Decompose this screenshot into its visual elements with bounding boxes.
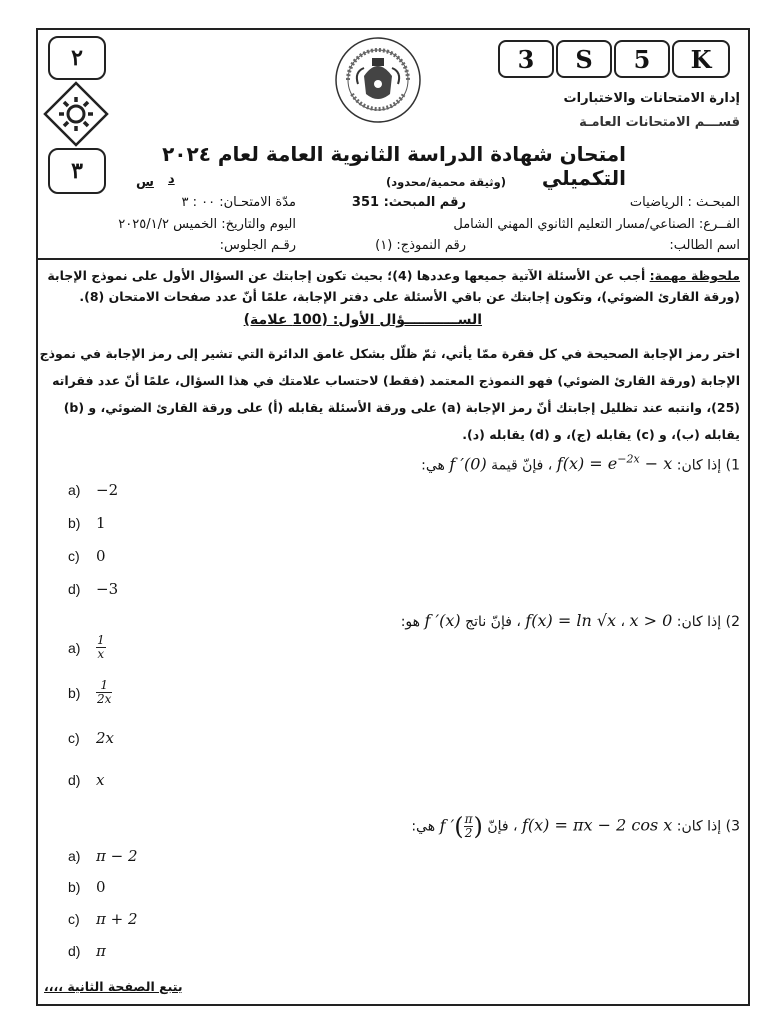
- item-2-number: 2): [725, 614, 740, 630]
- ministry-emblem-icon: [334, 34, 422, 126]
- important-note: [28, 265, 740, 307]
- note-line-1: أجب عن الأسئلة الآتية جميعها وعددها (4)؛ بحيث تكون إجابتك عن السؤال الأول على نموذج الإجابة: [47, 268, 646, 283]
- item-3-option-b: b) 0: [68, 878, 106, 896]
- item-1-stem: [240, 453, 740, 473]
- ministry-section: قســـم الامتحانات العامـة: [579, 115, 740, 130]
- item-1-target: f ′(0): [449, 454, 487, 474]
- header-separator: [36, 258, 750, 260]
- item-3-stem: [220, 812, 740, 840]
- item-1-function: $f(x) = e^{-2x} - x$: [556, 453, 673, 474]
- item-1-option-a: a) −2: [68, 481, 119, 499]
- exam-title: امتحان شهادة الدراسة الثانوية العامة لعام ٢٠٢٤ التكميلي: [162, 142, 626, 190]
- item-3-lead: إذا كان:: [676, 818, 722, 835]
- note-line-2: (ورقة القارئ الضوئي)، وتكون إجابتك عن باقي الأسئلة على دفتر الإجابة، علمًا أنّ عدد صفحات الامتحان (8).: [79, 289, 740, 304]
- item-2-connector: ، فإنّ ناتج: [465, 614, 521, 630]
- seat-number-label: رقـم الجلوس:: [219, 238, 296, 253]
- exam-duration: مدّة الامتحـان: ٠٠ : ٣: [181, 195, 296, 210]
- branch-label: الفــرع: الصناعي/مسار التعليم الثانوي المهني الشامل: [453, 217, 740, 232]
- instruction-line-2: الإجابة (ورقة القارئ الضوئي) فهو النموذج المعتمد (فقط) لاحتساب علامتك في هذا السؤال، علمًا أنّ عدد فقراته: [52, 373, 740, 388]
- item-3-number: 3): [725, 818, 740, 835]
- note-label: ملحوظة مهمة:: [649, 268, 740, 283]
- item-1-lead: إذا كان:: [676, 457, 722, 474]
- student-name-label: اسم الطالب:: [669, 238, 740, 253]
- ministry-department: إدارة الامتحانات والاختبارات: [563, 91, 740, 106]
- code-box-2: S: [556, 40, 612, 78]
- day-date: اليوم والتاريخ: الخميس ٢٠٢٥/١/٢: [118, 217, 296, 232]
- question1-instructions: [28, 340, 740, 448]
- code-box-4: K: [672, 40, 730, 78]
- model-number: رقم النموذج: (١): [375, 238, 466, 253]
- item-2-stem: 2) إذا كان: x > 0 ، f(x) = ln √x ، فإنّ ناتج f ′(x) هو:: [400, 611, 740, 630]
- item-3-target: f ′( $\frac{\pi}{2}$ ): [439, 811, 483, 840]
- subject-label: المبحـث : الرياضيات: [629, 195, 740, 210]
- instruction-line-3: (25)، وانتبه عند تظليل إجابتك أنّ رمز الإجابة (a) على ورقة الأسئلة يقابله (أ) على ورقة القارئ الضوئي، و (b): [63, 400, 740, 415]
- instruction-line-4: يقابله (ب)، و (c) يقابله (ج)، و (d) يقابله (د).: [462, 427, 740, 442]
- item-1-ending: هي:: [421, 457, 445, 474]
- item-2-option-a: a) $\frac{1}{x}$: [68, 633, 105, 661]
- item-3-ending: هي:: [411, 818, 436, 835]
- item-2-lead: إذا كان:: [676, 614, 722, 630]
- item-2-function: f(x) = ln √x: [525, 611, 617, 630]
- item-2-ending: هو:: [400, 614, 421, 630]
- code-box-1: 3: [498, 40, 554, 78]
- item-1-option-d: d) −3: [68, 580, 119, 598]
- continue-note: يتبع الصفحة الثانية ،،،،: [44, 979, 183, 994]
- item-1-connector: ، فإنّ قيمة: [491, 457, 553, 474]
- instruction-line-1: اختر رمز الإجابة الصحيحة في كل فقرة ممّا يأتي، ثمّ ظلّل بشكل غامق الدائرة التي تشير إلى رمز الإجابة في نموذج: [39, 346, 740, 361]
- item-2-option-d: d) x: [68, 771, 105, 789]
- item-3-connector: ، فإنّ: [487, 818, 518, 835]
- time-mark-d: د: [168, 172, 175, 187]
- question1-heading: الســـــــــــؤال الأول: (100 علامة): [243, 312, 482, 328]
- item-2-option-b: b) $\frac{1}{2x}$: [68, 678, 112, 706]
- subject-number: رقم المبحث: 351: [351, 195, 466, 210]
- document-status: (وثيقة محمية/محدود): [385, 175, 506, 189]
- code-box-3: 5: [614, 40, 670, 78]
- sun-diamond-icon: [42, 80, 110, 148]
- item-2-condition: x > 0: [629, 611, 673, 630]
- page-number-box: [48, 36, 106, 80]
- item-3-option-a: a) π − 2: [68, 847, 138, 865]
- item-2-target: f ′(x): [424, 611, 461, 630]
- item-1-option-c: c) 0: [68, 547, 106, 565]
- section-number: ٣: [71, 158, 83, 184]
- page-number: ٢: [71, 45, 83, 71]
- item-3-option-d: d) π: [68, 942, 106, 960]
- time-mark-s: س: [136, 175, 154, 190]
- item-2-option-c: c) 2x: [68, 729, 115, 747]
- section-number-box: [48, 148, 106, 194]
- item-1-option-b: b) 1: [68, 514, 106, 532]
- item-3-function: f(x) = πx − 2 cos x: [521, 815, 673, 835]
- item-1-number: 1): [725, 457, 740, 474]
- item-3-option-c: c) π + 2: [68, 910, 138, 928]
